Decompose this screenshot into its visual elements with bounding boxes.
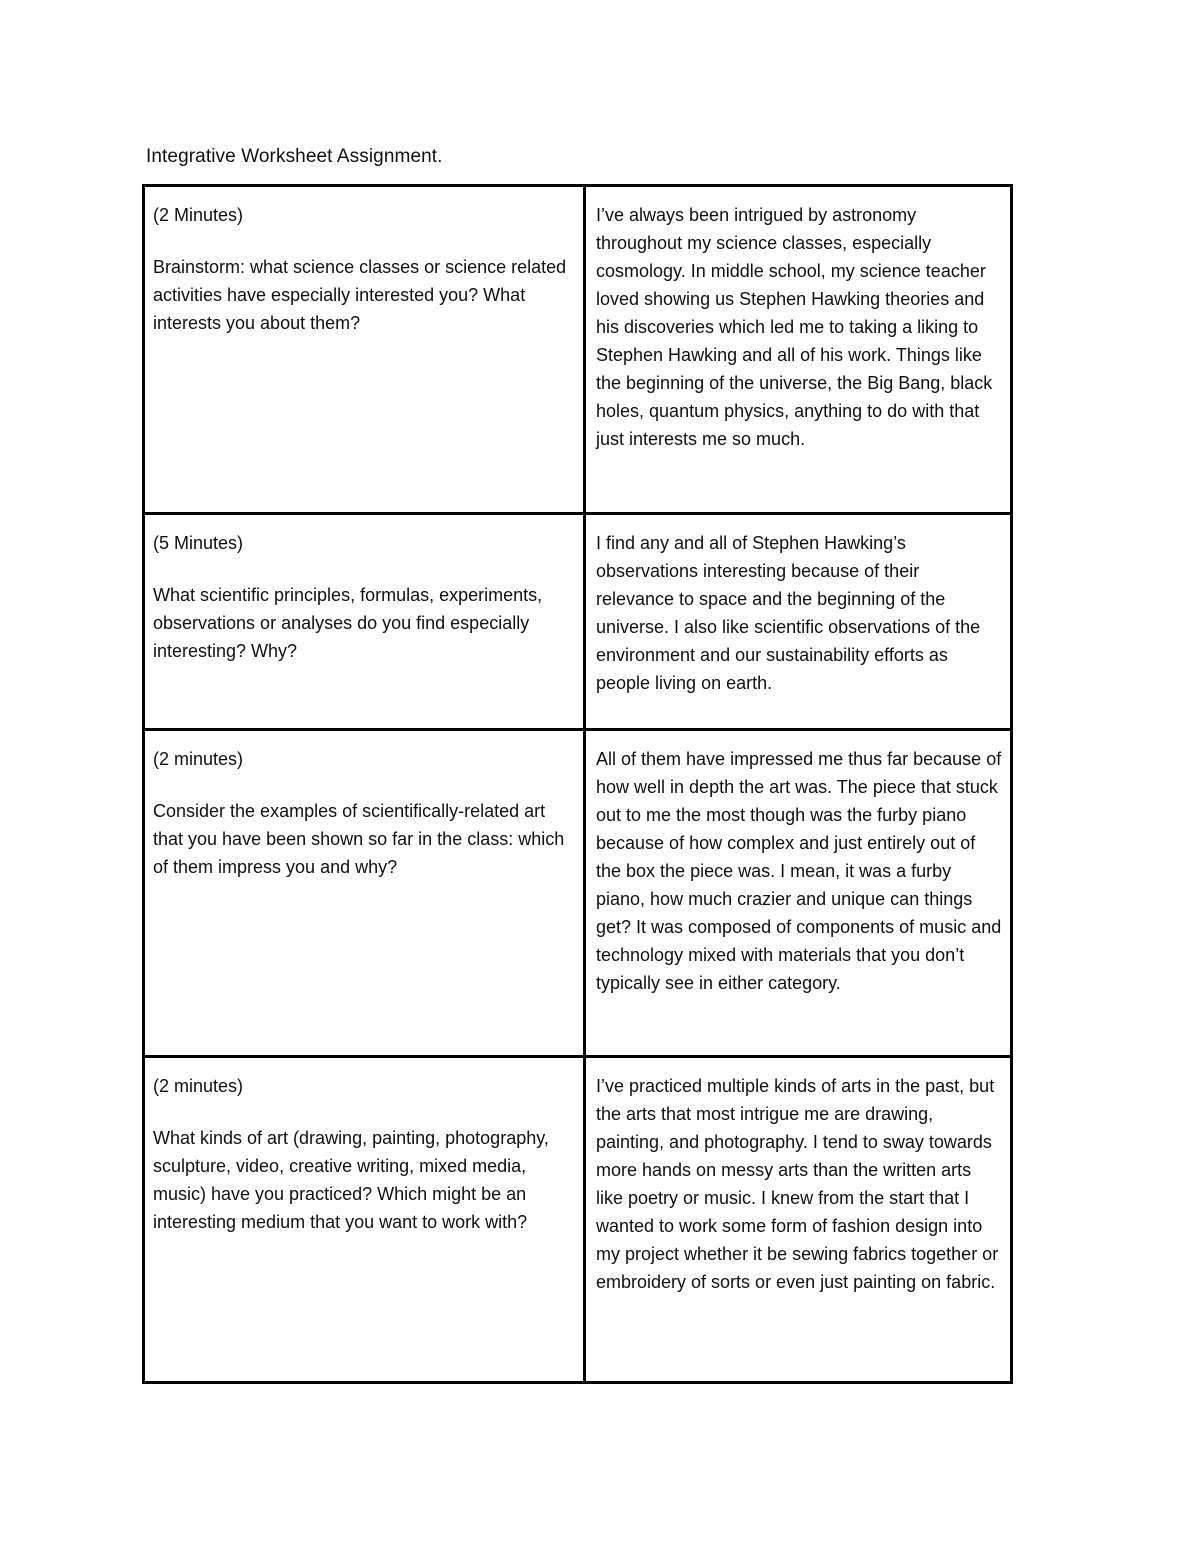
answer-cell (585, 1057, 1012, 1383)
prompt-cell (144, 730, 585, 1057)
prompt-cell (144, 186, 585, 514)
table-row (144, 514, 1012, 730)
table-row (144, 1057, 1012, 1383)
time-allotment: (2 Minutes) (153, 205, 244, 225)
question-text: What scientific principles, formulas, experiments, observations or analyses do you find especially interesting? Why? (153, 585, 543, 661)
table-row (144, 730, 1012, 1057)
prompt-cell (144, 514, 585, 730)
table-row (144, 186, 1012, 514)
answer-text: I’ve always been intrigued by astronomy throughout my science classes, especially cosmology. In middle school, my science teacher loved showing us Stephen Hawking theories and his discoveries which led me to taking a liking to Stephen Hawking and all of his work. Things like the beginning of the universe, the Big Bang, black holes, quantum physics, anything to do with that just interests me so much. (596, 205, 993, 449)
answer-cell (585, 730, 1012, 1057)
document-title: Integrative Worksheet Assignment. (146, 146, 443, 167)
answer-text: All of them have impressed me thus far because of how well in depth the art was. The piece that stuck out to me the most though was the furby piano because of how complex and just entirely out of the box the piece was. I mean, it was a furby piano, how much crazier and unique can things get? It was composed of components of music and technology mixed with materials that you don’t typically see in either category. (596, 749, 1002, 993)
answer-cell (585, 186, 1012, 514)
question-text: Consider the examples of scientifically-related art that you have been shown so far in the class: which of them impress you and why? (153, 801, 565, 877)
prompt-cell (144, 1057, 585, 1383)
answer-text: I find any and all of Stephen Hawking’s observations interesting because of their relevance to space and the beginning of the universe. I also like scientific observations of the environment and our sustainability efforts as people living on earth. (596, 533, 981, 693)
question-text: Brainstorm: what science classes or science related activities have especially interested you? What interests you about them? (153, 257, 567, 333)
answer-text: I’ve practiced multiple kinds of arts in the past, but the arts that most intrigue me are drawing, painting, and photography. I tend to sway towards more hands on messy arts than the written arts like poetry or music. I knew from the start that I wanted to work some form of fashion design into my project whether it be sewing fabrics together or embroidery of sorts or even just painting on fabric. (596, 1076, 999, 1292)
worksheet-table (142, 184, 1013, 1384)
answer-cell (585, 514, 1012, 730)
question-text: What kinds of art (drawing, painting, photography, sculpture, video, creative writing, mixed media, music) have you practiced? Which might be an interesting medium that you want to work with? (153, 1128, 549, 1232)
time-allotment: (5 Minutes) (153, 533, 244, 553)
time-allotment: (2 minutes) (153, 1076, 244, 1096)
time-allotment: (2 minutes) (153, 749, 244, 769)
